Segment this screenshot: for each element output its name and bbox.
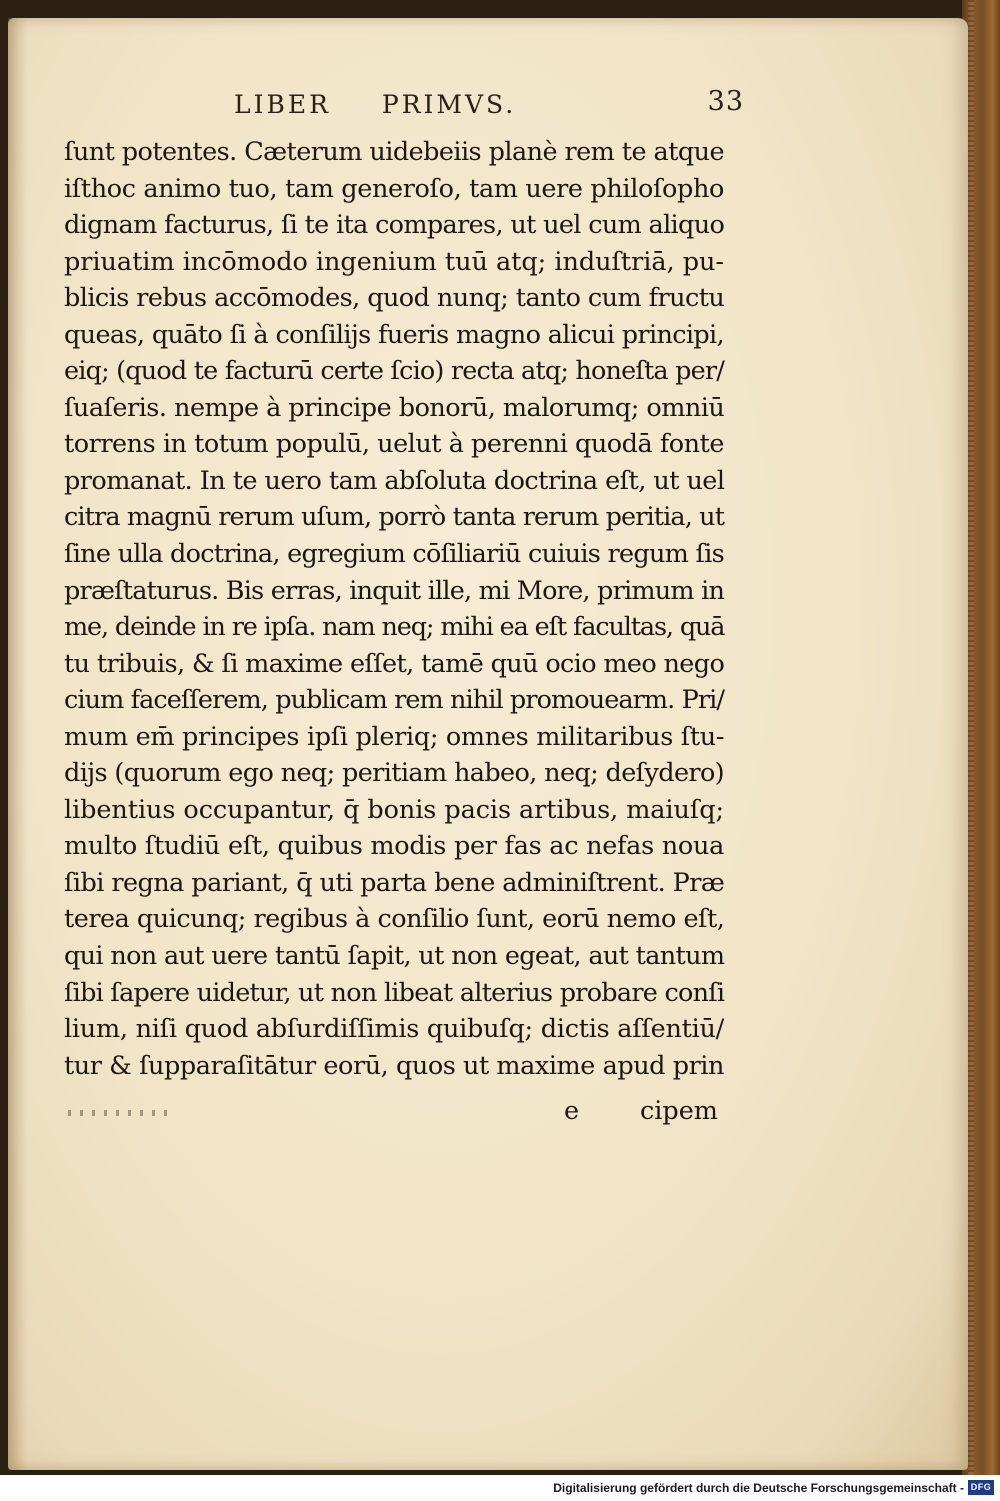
text-line: citra magnū rerum uſum, porrò tanta rerum peritia, ut	[64, 502, 725, 533]
text-line: torrens in totum populū, uelut à perenni quodā fonte	[64, 429, 724, 460]
text-line: lium, niſi quod abſurdiſſimis quibuſq; dictis aſſentiū/	[64, 1014, 725, 1045]
text-line: ſine ulla doctrina, egregium cōſiliariū cuiuis regum ſis	[64, 539, 724, 570]
running-title: LIBER PRIMVS.	[234, 90, 517, 119]
text-line: iſthoc animo tuo, tam generoſo, tam uere philoſopho	[64, 173, 724, 204]
text-line: priuatim incōmodo ingenium tuū atq; induſtriā, pu-	[64, 246, 724, 277]
text-line: tu tribuis, & ſi maxime eſſet, tamē quū ocio meo nego	[64, 648, 725, 679]
funding-credit: Digitalisierung gefördert durch die Deutsche Forschungsgemeinschaft -	[553, 1481, 964, 1495]
text-line: mum em̄ principes ipſi pleriq; omnes militaribus ſtu-	[64, 721, 725, 752]
text-line: queas, quāto ſi à conſilijs fueris magno alicui principi,	[64, 319, 724, 350]
catchword: cipem	[639, 1096, 718, 1126]
page-footer	[64, 1096, 724, 1132]
dfg-logo-icon: DFG	[968, 1480, 994, 1495]
ink-smudge	[68, 1110, 168, 1116]
page-header	[234, 86, 744, 130]
text-line: ſibi ſapere uidetur, ut non libeat alterius probare conſi	[64, 977, 725, 1008]
text-line: tur & ſupparaſitātur eorū, quos ut maxime apud prin	[64, 1050, 724, 1081]
text-line: præſtaturus. Bis erras, inquit ille, mi More, primum in	[64, 575, 725, 606]
folio-number: 33	[707, 86, 744, 117]
text-line: promanat. In te uero tam abſoluta doctrina eſt, ut uel	[64, 465, 725, 496]
text-line: cium faceſſerem, publicam rem nihil promouearm. Pri/	[64, 685, 724, 716]
text-line: me, deinde in re ipſa. nam neq; mihi ea eſt facultas, quā	[64, 612, 725, 643]
body-text	[64, 134, 724, 1084]
page-crease	[8, 18, 28, 1470]
text-line: eiq; (quod te facturū certe ſcio) recta atq; honeſta per/	[64, 356, 724, 387]
text-line: multo ſtudiū eſt, quibus modis per fas ac nefas noua	[64, 831, 724, 862]
credit-bar	[0, 1475, 1000, 1501]
text-line: dignam facturus, ſi te ita compares, ut uel cum aliquo	[64, 210, 725, 241]
text-line: libentius occupantur, q̄ bonis pacis artibus, maiuſq;	[64, 794, 724, 825]
text-line: blicis rebus accōmodes, quod nunq; tanto cum fructu	[64, 283, 725, 314]
text-line: ſunt potentes. Cæterum uidebeiis planè rem te atque	[64, 137, 724, 167]
text-line: dijs (quorum ego neq; peritiam habeo, neq; deſydero)	[64, 758, 724, 789]
signature-mark: e	[564, 1096, 580, 1126]
text-line: ſibi regna pariant, q̄ uti parta bene adminiſtrent. Præ	[64, 867, 725, 898]
text-line: terea quicunq; regibus à conſilio ſunt, eorū nemo eſt,	[64, 904, 725, 935]
text-line: ſuaſeris. nempe à principe bonorū, malorumq; omniū	[64, 392, 725, 423]
book-page	[8, 18, 968, 1470]
text-line: qui non aut uere tantū ſapit, ut non egeat, aut tantum	[64, 941, 725, 972]
